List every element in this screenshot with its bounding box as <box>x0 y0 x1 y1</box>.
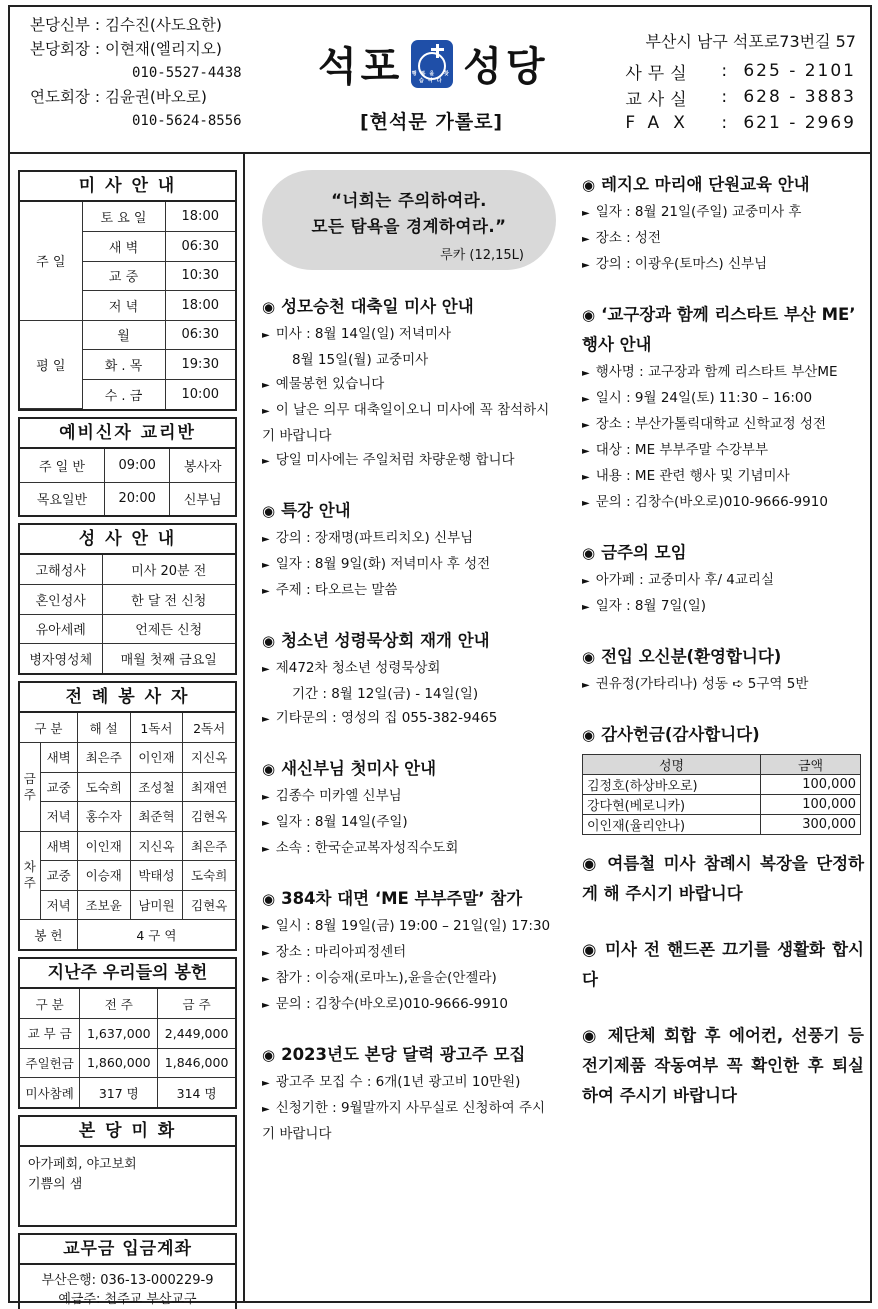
section-item: 기간 : 8월 12일(금) - 14일(일) <box>292 686 479 702</box>
middle-section-3 <box>262 754 552 862</box>
section-item: ► 참가 : 이승재(로마노),윤을순(안젤라) <box>262 970 497 986</box>
mass-title: 미 사 안 내 <box>20 172 235 202</box>
notice-dress: ◉ 여름철 미사 참례시 복장을 단정하게 해 주시기 바랍니다 <box>582 854 865 903</box>
section-item: ► 일자 : 8월 7일(일) <box>582 598 707 614</box>
clergy-info <box>30 13 242 133</box>
offering-label: 봉 헌 <box>20 920 77 950</box>
section-item: ► 장소 : 부산가톨릭대학교 신학교정 성전 <box>582 416 827 432</box>
right-column <box>582 170 864 1137</box>
arrow-icon: ► <box>262 534 270 545</box>
arrow-icon: ► <box>582 498 590 509</box>
bullet-icon: ◉ <box>262 632 276 650</box>
section-item: ► 장소 : 마리아피정센터 <box>262 944 407 960</box>
arrow-icon: ► <box>262 844 270 855</box>
bullet-icon: ◉ <box>262 890 276 908</box>
bullet-icon: ◉ <box>262 760 276 778</box>
arrow-icon: ► <box>262 380 270 391</box>
middle-column <box>262 170 552 1168</box>
quote-source: 루카 (12,15L) <box>440 248 524 263</box>
section-item: ► 강의 : 이광우(토마스) 신부님 <box>582 256 768 272</box>
right-section-2 <box>582 538 864 620</box>
section-item: ► 신청기한 : 9월말까지 사무실로 신청하여 주시기 바랍니다 <box>262 1100 546 1142</box>
arrow-icon: ► <box>582 260 590 271</box>
section-item: ► 일시 : 8월 19일(금) 19:00 – 21일(일) 17:30 <box>262 918 551 934</box>
council-line: 연도회장 : 김윤권(바오로) <box>30 88 207 106</box>
logo-text: 행복을 찾습니다 <box>411 70 453 84</box>
section-title: ◉ 금주의 모임 <box>582 543 687 562</box>
section-title: ◉ 384차 대면 ‘ME 부부주말’ 참가 <box>262 889 523 908</box>
church-address: 부산시 남구 석포로73번길 57 <box>645 32 856 51</box>
bullet-icon: ◉ <box>262 502 276 520</box>
contact-teacher: 교사실 : 628 - 3883 <box>625 87 856 110</box>
sunday-label: 주 일 <box>20 202 82 320</box>
arrow-icon: ► <box>262 1000 270 1011</box>
arrow-icon: ► <box>582 234 590 245</box>
right-section-3 <box>582 642 864 698</box>
arrow-icon: ► <box>582 472 590 483</box>
arrow-icon: ► <box>582 446 590 457</box>
section-title: ◉ 성모승천 대축일 미사 안내 <box>262 297 474 316</box>
bank-account: 교무금 입금계좌 부산은행: 036-13-000229-9 예금주: 천주교 부산교구 <box>18 1233 237 1309</box>
arrow-icon: ► <box>582 208 590 219</box>
section-title: ◉ 레지오 마리애 단원교육 안내 <box>582 175 810 194</box>
notice-phone: ◉ 미사 전 핸드폰 끄기를 생활화 합시다 <box>582 940 864 989</box>
section-item: ► 소속 : 한국순교복자성직수도회 <box>262 840 459 856</box>
offering-value: 4 구 역 <box>77 920 235 950</box>
section-item: ► 대상 : ME 부부주말 수강부부 <box>582 442 769 458</box>
arrow-icon: ► <box>262 586 270 597</box>
middle-section-4 <box>262 884 552 1018</box>
church-title <box>318 35 549 92</box>
scripture-quote: “너희는 주의하여라. 모든 탐욕을 경계하여라.” 루카 (12,15L) <box>262 170 556 270</box>
arrow-icon: ► <box>262 818 270 829</box>
contact-fax: FAX : 621 - 2969 <box>625 113 856 133</box>
section-item: ► 일자 : 8월 9일(화) 저녁미사 후 성전 <box>262 556 491 572</box>
section-item: ► 김종수 미카엘 신부님 <box>262 788 402 804</box>
next-week-label: 차주 <box>20 831 40 920</box>
section-item: ► 광고주 모집 수 : 6개(1년 광고비 10만원) <box>262 1074 521 1090</box>
weekday-label: 평 일 <box>20 320 82 409</box>
weekly-offerings: 지난주 우리들의 봉헌 구 분 전 주 금 주 교 무 금 1,637,000 2,449,000 주일헌금 1,860,000 1,846,000 미사참례 317 명 314 명 <box>18 957 237 1109</box>
section-title: ◉ 새신부님 첫미사 안내 <box>262 759 437 778</box>
bullet-icon: ◉ <box>582 854 600 873</box>
thanks-offering: ◉ 감사헌금(감사합니다) 성명 금액 김정호(하상바오로) 100,000 강다현(베로니카) 100,000 이인재(율리안나) 300,000 <box>582 720 864 835</box>
arrow-icon: ► <box>262 1078 270 1089</box>
section-title: ◉ 전입 오신분(환영합니다) <box>582 647 782 666</box>
column-divider <box>243 154 245 1303</box>
arrow-icon: ► <box>262 330 270 341</box>
section-item: ► 아가페 : 교중미사 후/ 4교리실 <box>582 572 775 588</box>
section-title: ◉ 2023년도 본당 달력 광고주 모집 <box>262 1045 526 1064</box>
section-item: ► 예물봉헌 있습니다 <box>262 376 385 392</box>
section-title: ◉ 청소년 성령묵상회 재개 안내 <box>262 631 490 650</box>
title-right: 성당 <box>463 44 549 90</box>
bulletin-page <box>8 5 872 1307</box>
section-item: 8월 15일(월) 교중미사 <box>292 352 429 368</box>
section-item: ► 당일 미사에는 주일처럼 차량운행 합니다 <box>262 452 515 468</box>
section-item: ► 제472차 청소년 성령묵상회 <box>262 660 441 676</box>
section-item: ► 미사 : 8월 14일(일) 저녁미사 <box>262 326 452 342</box>
left-column <box>18 170 237 1309</box>
middle-section-1 <box>262 496 552 604</box>
middle-section-0 <box>262 292 552 474</box>
contact-office: 사무실 : 625 - 2101 <box>625 61 856 84</box>
bullet-icon: ◉ <box>582 648 596 666</box>
right-section-0 <box>582 170 864 278</box>
arrow-icon: ► <box>582 420 590 431</box>
thanks-table: 성명 금액 김정호(하상바오로) 100,000 강다현(베로니카) 100,000 이인재(율리안나) 300,000 <box>582 754 861 835</box>
chair-phone: 010-5527-4438 <box>132 65 242 81</box>
section-title: ◉ 특강 안내 <box>262 501 351 520</box>
arrow-icon: ► <box>582 368 590 379</box>
church-patron: [현석문 가롤로] <box>360 111 504 133</box>
bullet-icon: ◉ <box>262 1046 276 1064</box>
council-phone: 010-5624-8556 <box>132 113 242 129</box>
arrow-icon: ► <box>262 1104 270 1115</box>
arrow-icon: ► <box>582 680 590 691</box>
title-left: 석포 <box>318 44 404 90</box>
pastor-line: 본당신부 : 김수진(사도요한) <box>30 16 222 34</box>
section-title: ◉ ‘교구장과 함께 리스타트 부산 ME’ 행사 안내 <box>582 305 856 354</box>
section-item: ► 내용 : ME 관련 행사 및 기념미사 <box>582 468 790 484</box>
bullet-icon: ◉ <box>262 298 276 316</box>
bank-number: 부산은행: 036-13-000229-9 <box>41 1273 214 1288</box>
arrow-icon: ► <box>262 792 270 803</box>
arrow-icon: ► <box>262 922 270 933</box>
chair-line: 본당회장 : 이현재(엘리지오) <box>30 40 222 58</box>
section-item: ► 일시 : 9월 24일(토) 11:30 – 16:00 <box>582 390 813 406</box>
section-item: ► 문의 : 김창수(바오로)010-9666-9910 <box>262 996 508 1012</box>
section-item: ► 주제 : 타오르는 말씀 <box>262 582 398 598</box>
section-item: ► 장소 : 성전 <box>582 230 661 246</box>
arrow-icon: ► <box>262 406 270 417</box>
section-item: ► 일자 : 8월 21일(주일) 교중미사 후 <box>582 204 802 220</box>
arrow-icon: ► <box>262 948 270 959</box>
church-logo-icon <box>411 40 453 88</box>
arrow-icon: ► <box>262 714 270 725</box>
bullet-icon: ◉ <box>582 1026 600 1045</box>
arrow-icon: ► <box>262 560 270 571</box>
section-item: ► 기타문의 : 영성의 집 055-382-9465 <box>262 710 498 726</box>
bullet-icon: ◉ <box>582 176 596 194</box>
middle-section-2 <box>262 626 552 732</box>
bullet-icon: ◉ <box>582 544 596 562</box>
middle-section-5 <box>262 1040 552 1146</box>
parish-cleaning: 본 당 미 화 아가페회, 야고보회 기쁨의 샘 <box>18 1115 237 1227</box>
arrow-icon: ► <box>582 394 590 405</box>
bullet-icon: ◉ <box>582 726 596 744</box>
arrow-icon: ► <box>582 602 590 613</box>
arrow-icon: ► <box>262 664 270 675</box>
catechumen-class: 예비신자 교리반 주 일 반 09:00 봉사자 목요일반 20:00 신부님 <box>18 417 237 517</box>
arrow-icon: ► <box>262 456 270 467</box>
this-week-label: 금주 <box>20 743 40 832</box>
mass-schedule: 미 사 안 내 주 일 토 요 일 18:00 새 벽 06:30 교 중 10:30 저 녁 18:00 평 일 월 06:30 화 . 목 19:30 수 . 금 10:00 <box>18 170 237 411</box>
section-item: ► 문의 : 김창수(바오로)010-9666-9910 <box>582 494 828 510</box>
account-holder: 예금주: 천주교 부산교구 <box>58 1292 197 1307</box>
notice-electric: ◉ 제단체 회합 후 에어컨, 선풍기 등 전기제품 작동여부 꼭 확인한 후 퇴실하여 주시기 바랍니다 <box>582 1026 864 1105</box>
arrow-icon: ► <box>582 576 590 587</box>
section-item: ► 강의 : 장재명(파트리치오) 신부님 <box>262 530 474 546</box>
right-section-1 <box>582 300 864 516</box>
section-item: ► 권유정(가타리나) 성동 ➪ 5구역 5반 <box>582 676 809 692</box>
liturgy-servers: 전 례 봉 사 자 구 분 해 설 1독서 2독서 금주 새벽 최은주 이인재 지신옥 교중 도숙희 조성철 최재연 저녁 홍수자 최준혁 김현옥 차주 새벽 이인재 지신옥 최은주 교중 이승재 박태성 도숙희 저녁 조보윤 남미원 김현옥 봉 헌 4 구 역 <box>18 681 237 951</box>
bullet-icon: ◉ <box>582 306 596 324</box>
arrow-icon: ► <box>262 974 270 985</box>
section-item: ► 행사명 : 교구장과 함께 리스타트 부산ME <box>582 364 838 380</box>
section-item: ► 이 날은 의무 대축일이오니 미사에 꼭 참석하시기 바랍니다 <box>262 402 550 444</box>
contact-info <box>625 29 856 136</box>
bullet-icon: ◉ <box>582 940 598 959</box>
bulletin-header <box>10 7 870 154</box>
section-item: ► 일자 : 8월 14일(주일) <box>262 814 408 830</box>
sacraments-info: 성 사 안 내 고해성사 미사 20분 전 혼인성사 한 달 전 신청 유아세례 언제든 신청 병자영성체 매월 첫째 금요일 <box>18 523 237 675</box>
